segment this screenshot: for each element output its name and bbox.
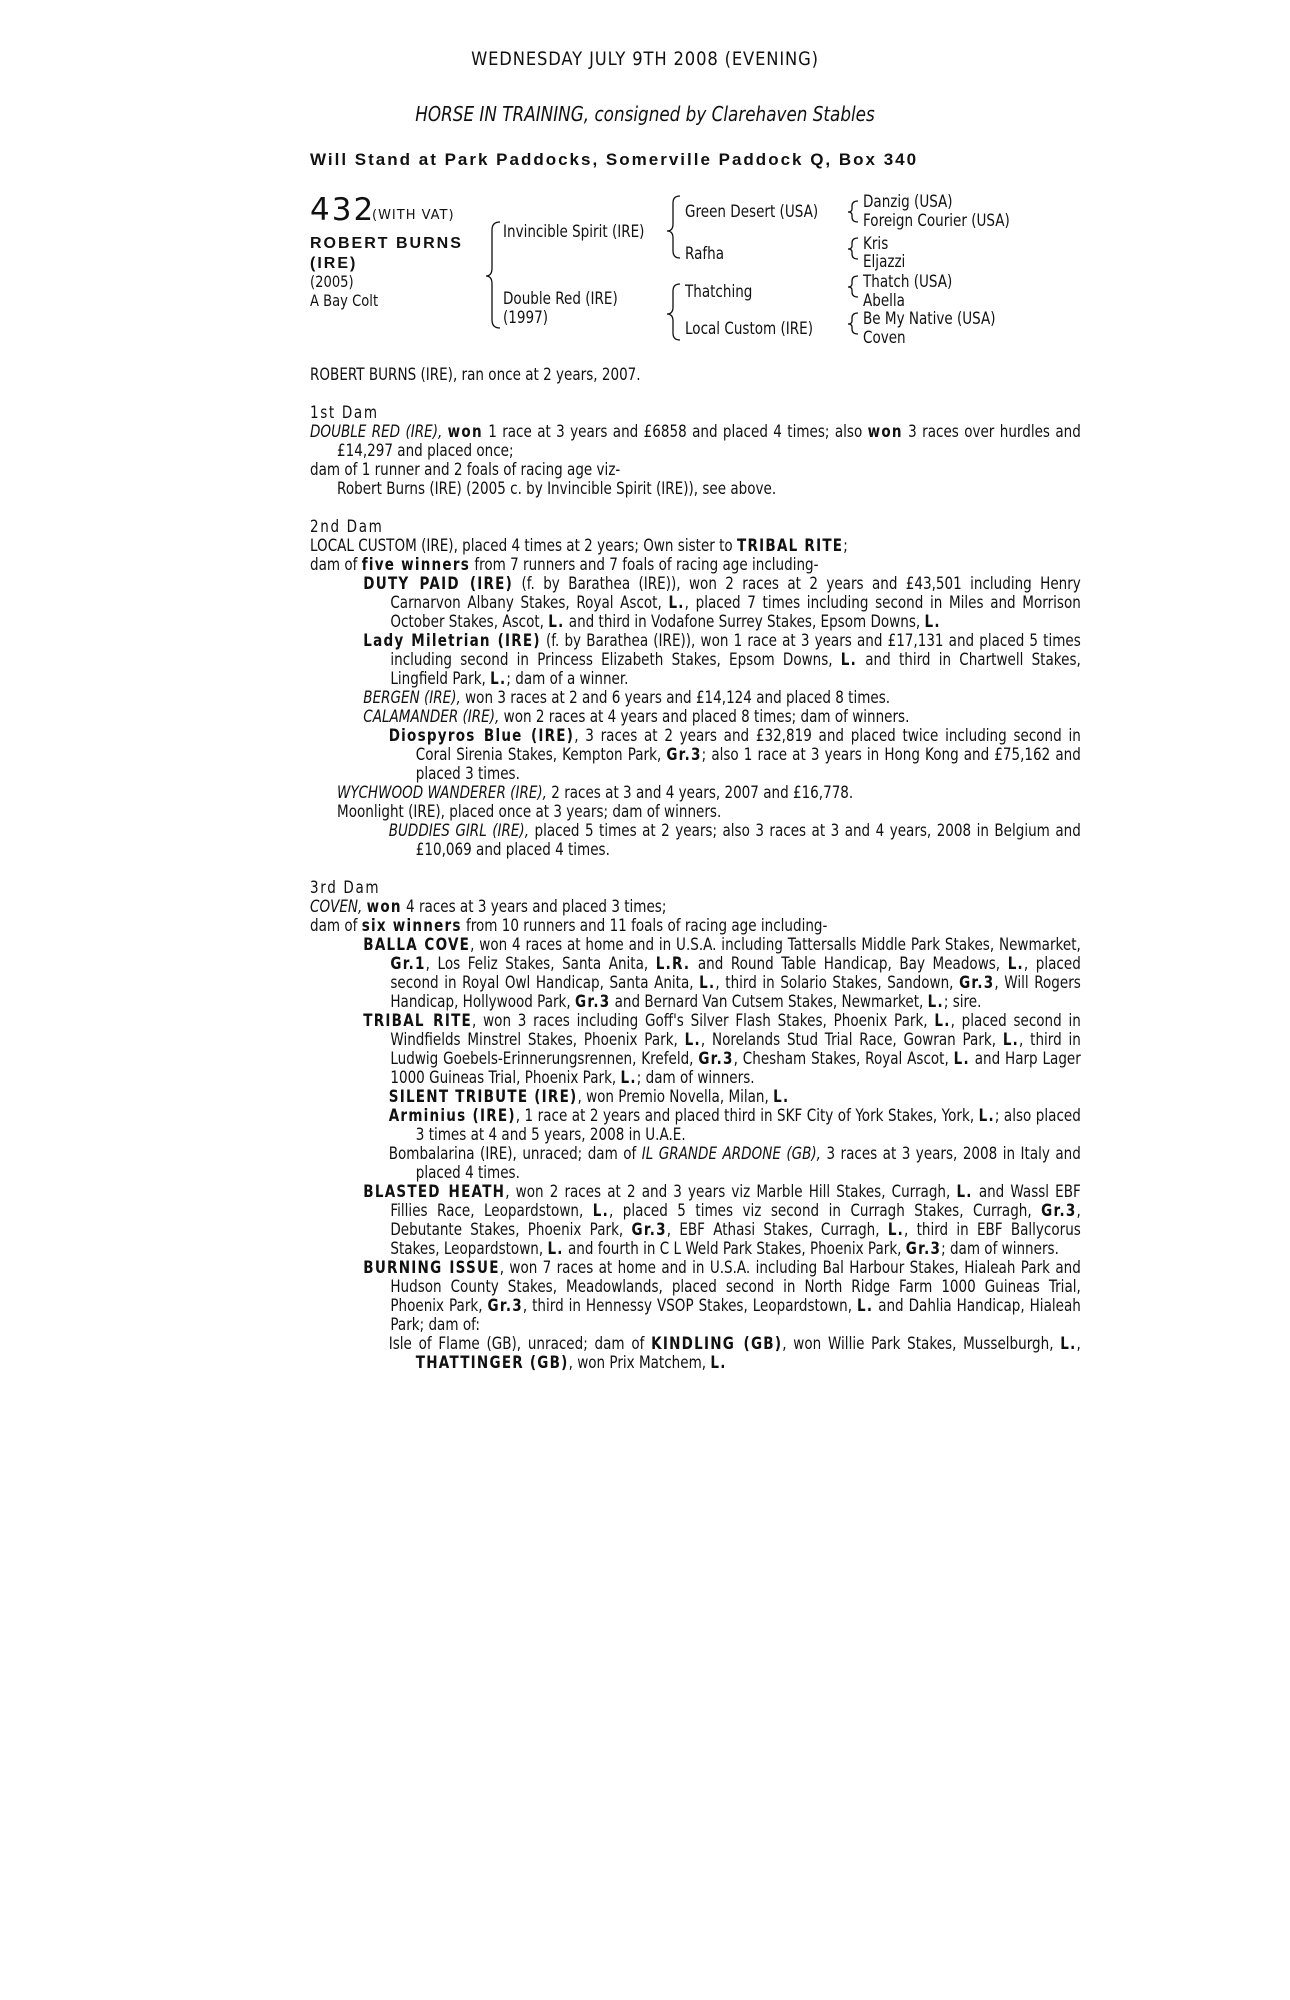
produce-diospyros-blue: Diospyros Blue (IRE), 3 races at 2 years and £32,819 and placed twice including second in Coral Sirenia Stakes, Kempton Park, Gr.3; also 1 race at 3 years in Hong Kong and £75,162 and placed 3 times. xyxy=(388,726,1081,783)
pedigree-gg8: Coven xyxy=(863,328,906,347)
produce-buddies-girl: BUDDIES GIRL (IRE), placed 5 times at 2 years; also 3 races at 3 and 4 years, 2008 in Belgium and £10,069 and placed 4 times. xyxy=(388,821,1081,859)
produce-arminius: Arminius (IRE), 1 race at 2 years and placed third in SKF City of York Stakes, York, L.; also placed 3 times at 4 and 5 years, 2008 in U.A.E. xyxy=(388,1106,1081,1144)
bracket-local-custom xyxy=(848,313,858,334)
first-dam-heading: 1st Dam xyxy=(310,403,379,422)
pedigree-gg2: Foreign Courier (USA) xyxy=(863,211,1010,230)
pedigree-sire: Invincible Spirit (IRE) xyxy=(503,222,645,241)
first-dam-entry: DOUBLE RED (IRE), won 1 race at 3 years and £6858 and placed 4 times; also won 3 races over hurdles and £14,297 and placed once; xyxy=(310,422,1081,460)
produce-moonlight: Moonlight (IRE), placed once at 3 years; dam of winners. xyxy=(337,802,722,821)
second-dam-produce-summary: dam of five winners from 7 runners and 7 foals of racing age including- xyxy=(310,555,819,574)
pedigree-gg5: Thatch (USA) xyxy=(863,272,953,291)
produce-burning-issue: BURNING ISSUE, won 7 races at home and in U.S.A. including Bal Harbour Stakes, Hialeah Park and Hudson County Stakes, Meadowlands, placed second in North Ridge Farm 1000 Guineas Trial, Phoenix Park, Gr.3, third in Hennessy VSOP Stakes, Leopardstown, L. and Dahlia Handicap, Hialeah Park; dam of: xyxy=(363,1258,1081,1334)
bracket-thatching xyxy=(848,276,858,297)
lot-number: 432 xyxy=(310,192,376,228)
second-dam-heading: 2nd Dam xyxy=(310,517,384,536)
third-dam-heading: 3rd Dam xyxy=(310,878,381,897)
stand-location: Will Stand at Park Paddocks, Somerville Paddock Q, Box 340 xyxy=(310,150,919,169)
pedigree-dam-dam: Local Custom (IRE) xyxy=(685,319,814,338)
pedigree-gg6: Abella xyxy=(863,291,905,310)
catalogue-body xyxy=(310,365,1081,1372)
bracket-rafha xyxy=(848,238,858,259)
pedigree-gg7: Be My Native (USA) xyxy=(863,309,996,328)
bracket-green-desert xyxy=(848,201,858,222)
pedigree-gg1: Danzig (USA) xyxy=(863,192,953,211)
horse-name-line2: (IRE) xyxy=(310,255,358,272)
second-dam-entry: LOCAL CUSTOM (IRE), placed 4 times at 2 years; Own sister to TRIBAL RITE; xyxy=(310,536,848,555)
pedigree-sire-dam: Rafha xyxy=(685,244,725,263)
race-record: ROBERT BURNS (IRE), ran once at 2 years, 2007. xyxy=(310,365,641,384)
bracket-dam xyxy=(667,284,680,340)
bracket-main xyxy=(486,222,500,328)
horse-name xyxy=(310,234,463,274)
pedigree-dam-sire: Thatching xyxy=(685,282,753,301)
first-dam-produce: Robert Burns (IRE) (2005 c. by Invincible Spirit (IRE)), see above. xyxy=(337,479,777,498)
horse-name-line1: ROBERT BURNS xyxy=(310,235,463,252)
vat-label: (WITH VAT) xyxy=(372,208,455,223)
foaling-year: (2005) xyxy=(310,272,354,291)
first-dam-name: DOUBLE RED (IRE), xyxy=(310,422,443,441)
third-dam-entry: COVEN, won 4 races at 3 years and placed 3 times; xyxy=(310,897,667,916)
produce-duty-paid: DUTY PAID (IRE) (f. by Barathea (IRE)), won 2 races at 2 years and £43,501 including Henry Carnarvon Albany Stakes, Royal Ascot, L., placed 7 times including second in Miles and Morrison October Stakes, Ascot, L. and third in Vodafone Surrey Stakes, Epsom Downs, L. xyxy=(363,574,1081,631)
produce-silent-tribute: SILENT TRIBUTE (IRE), won Premio Novella, Milan, L. xyxy=(388,1087,790,1106)
produce-lady-miletrian: Lady Miletrian (IRE) (f. by Barathea (IRE)), won 1 race at 3 years and £17,131 and placed 5 times including second in Princess Elizabeth Stakes, Epsom Downs, L. and third in Chartwell Stakes, Lingfield Park, L.; dam of a winner. xyxy=(363,631,1081,688)
bracket-sire xyxy=(667,196,680,258)
produce-bergen: BERGEN (IRE), won 3 races at 2 and 6 years and £14,124 and placed 8 times. xyxy=(363,688,891,707)
pedigree-gg3: Kris xyxy=(863,234,889,253)
third-dam-produce-summary: dam of six winners from 10 runners and 11 foals of racing age including- xyxy=(310,916,828,935)
pedigree-gg4: Eljazzi xyxy=(863,252,906,271)
horse-description: A Bay Colt xyxy=(310,291,379,310)
pedigree-dam-year: (1997) xyxy=(503,308,548,327)
consignment-line: HORSE IN TRAINING, consigned by Clarehaven Stables xyxy=(415,102,875,126)
produce-calamander: CALAMANDER (IRE), won 2 races at 4 years and placed 8 times; dam of winners. xyxy=(363,707,910,726)
sale-date: WEDNESDAY JULY 9TH 2008 (EVENING) xyxy=(471,48,819,70)
produce-tribal-rite: TRIBAL RITE, won 3 races including Goff's Silver Flash Stakes, Phoenix Park, L., placed second in Windfields Minstrel Stakes, Phoenix Park, L., Norelands Stud Trial Race, Gowran Park, L., third in Ludwig Goebels-Erinnerungsrennen, Krefeld, Gr.3, Chesham Stakes, Royal Ascot, L. and Harp Lager 1000 Guineas Trial, Phoenix Park, L.; dam of winners. xyxy=(363,1011,1081,1087)
produce-balla-cove: BALLA COVE, won 4 races at home and in U.S.A. including Tattersalls Middle Park Stakes, Newmarket, Gr.1, Los Feliz Stakes, Santa Anita, L.R. and Round Table Handicap, Bay Meadows, L., placed second in Royal Owl Handicap, Santa Anita, L., third in Solario Stakes, Sandown, Gr.3, Will Rogers Handicap, Hollywood Park, Gr.3 and Bernard Van Cutsem Stakes, Newmarket, L.; sire. xyxy=(363,935,1081,1011)
horse-meta xyxy=(310,272,378,310)
pedigree-sire-sire: Green Desert (USA) xyxy=(685,202,819,221)
produce-blasted-heath: BLASTED HEATH, won 2 races at 2 and 3 years viz Marble Hill Stakes, Curragh, L. and Wassl EBF Fillies Race, Leopardstown, L., placed 5 times viz second in Curragh Stakes, Curragh, Gr.3, Debutante Stakes, Phoenix Park, Gr.3, EBF Athasi Stakes, Curragh, L., third in EBF Ballycorus Stakes, Leopardstown, L. and fourth in C L Weld Park Stakes, Phoenix Park, Gr.3; dam of winners. xyxy=(363,1182,1081,1258)
first-dam-produce-summary: dam of 1 runner and 2 foals of racing age viz- xyxy=(310,460,621,479)
produce-isle-of-flame: Isle of Flame (GB), unraced; dam of KINDLING (GB), won Willie Park Stakes, Musselburgh, L., THATTINGER (GB), won Prix Matchem, L. xyxy=(388,1334,1081,1372)
produce-wychwood-wanderer: WYCHWOOD WANDERER (IRE), 2 races at 3 and 4 years, 2007 and £16,778. xyxy=(337,783,854,802)
produce-bombalarina: Bombalarina (IRE), unraced; dam of IL GRANDE ARDONE (GB), 3 races at 3 years, 2008 in Italy and placed 4 times. xyxy=(388,1144,1081,1182)
pedigree-dam: Double Red (IRE) xyxy=(503,289,618,308)
